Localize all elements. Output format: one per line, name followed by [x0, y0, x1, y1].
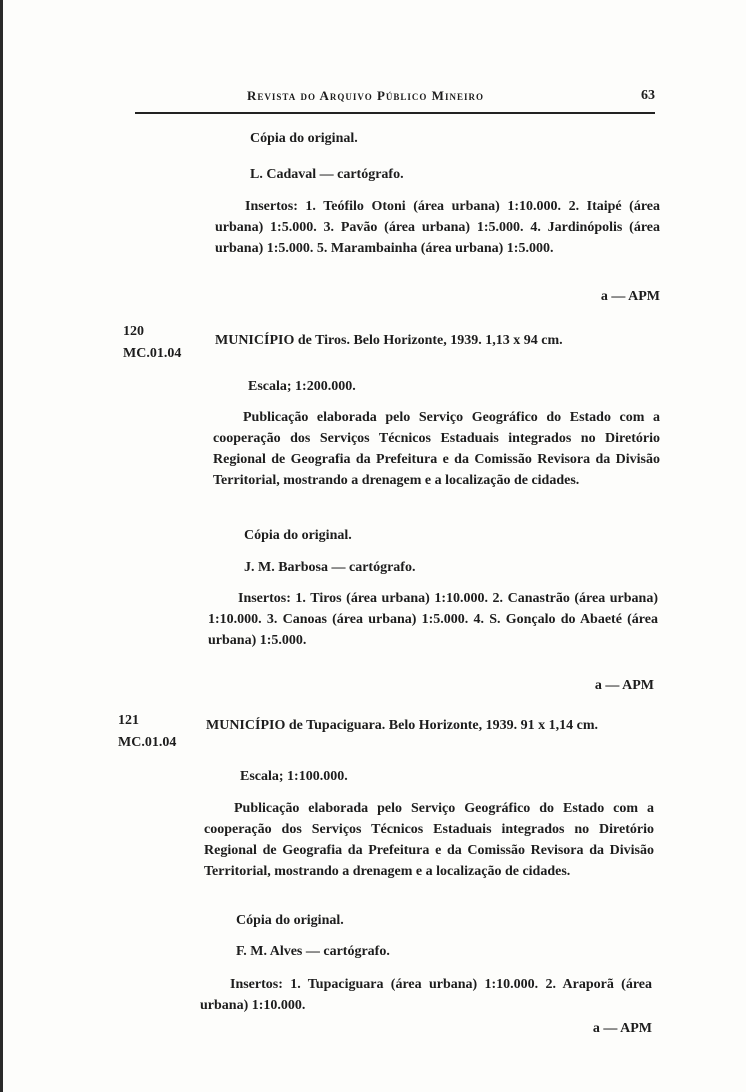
continuation-copy: Cópia do original.	[250, 131, 358, 146]
journal-title: Revista do Arquivo Público Mineiro	[247, 88, 484, 103]
entry-copy: Cópia do original.	[236, 913, 344, 928]
entry-scale: Escala; 1:200.000.	[248, 379, 356, 394]
entry-cartographer: F. M. Alves — cartógrafo.	[236, 944, 390, 959]
page-edge	[0, 0, 3, 1092]
entry-location: a — APM	[594, 678, 654, 693]
entry-cartographer: J. M. Barbosa — cartógrafo.	[244, 560, 416, 575]
continuation-location: a — APM	[600, 289, 660, 304]
entry-copy: Cópia do original.	[244, 528, 352, 543]
entry-code: MC.01.04	[118, 735, 177, 750]
entry-location: a — APM	[592, 1021, 652, 1036]
page-number: 63	[641, 88, 655, 103]
entry-title: MUNICÍPIO de Tupaciguara. Belo Horizonte, 1939. 91 x 1,14 cm.	[206, 718, 598, 733]
entry-inserts: Insertos: 1. Tiros (área urbana) 1:10.000. 2. Canastrão (área urbana) 1:10.000. 3. Canoas (área urbana) 1:5.000. 4. S. Gonçalo do Abaeté (área urbana) 1:5.000.	[208, 591, 658, 648]
entry-number: 121	[118, 713, 139, 728]
running-header	[135, 88, 655, 114]
entry-description: Publicação elaborada pelo Serviço Geográfico do Estado com a cooperação dos Serviços Técnicos Estaduais integrados no Diretório Regional de Geografia da Prefeitura e da Comissão Revisora da Divisão Territorial, mostrando a drenagem e a localização de cidades.	[204, 801, 654, 879]
continuation-inserts: Insertos: 1. Teófilo Otoni (área urbana) 1:10.000. 2. Itaipé (área urbana) 1:5.000. 3. Pavão (área urbana) 1:5.000. 4. Jardinópolis (área urbana) 1:5.000. 5. Marambainha (área urbana) 1:5.000.	[215, 199, 660, 256]
entry-title: MUNICÍPIO de Tiros. Belo Horizonte, 1939. 1,13 x 94 cm.	[215, 333, 563, 348]
entry-number: 120	[123, 324, 144, 339]
entry-description: Publicação elaborada pelo Serviço Geográfico do Estado com a cooperação dos Serviços Técnicos Estaduais integrados no Diretório Regional de Geografia da Prefeitura e da Comissão Revisora da Divisão Territorial, mostrando a drenagem e a localização de cidades.	[213, 410, 660, 488]
entry-code: MC.01.04	[123, 346, 182, 361]
entry-inserts: Insertos: 1. Tupaciguara (área urbana) 1:10.000. 2. Araporã (área urbana) 1:10.000.	[200, 977, 652, 1013]
continuation-cartographer: L. Cadaval — cartógrafo.	[250, 167, 404, 182]
entry-scale: Escala; 1:100.000.	[240, 769, 348, 784]
